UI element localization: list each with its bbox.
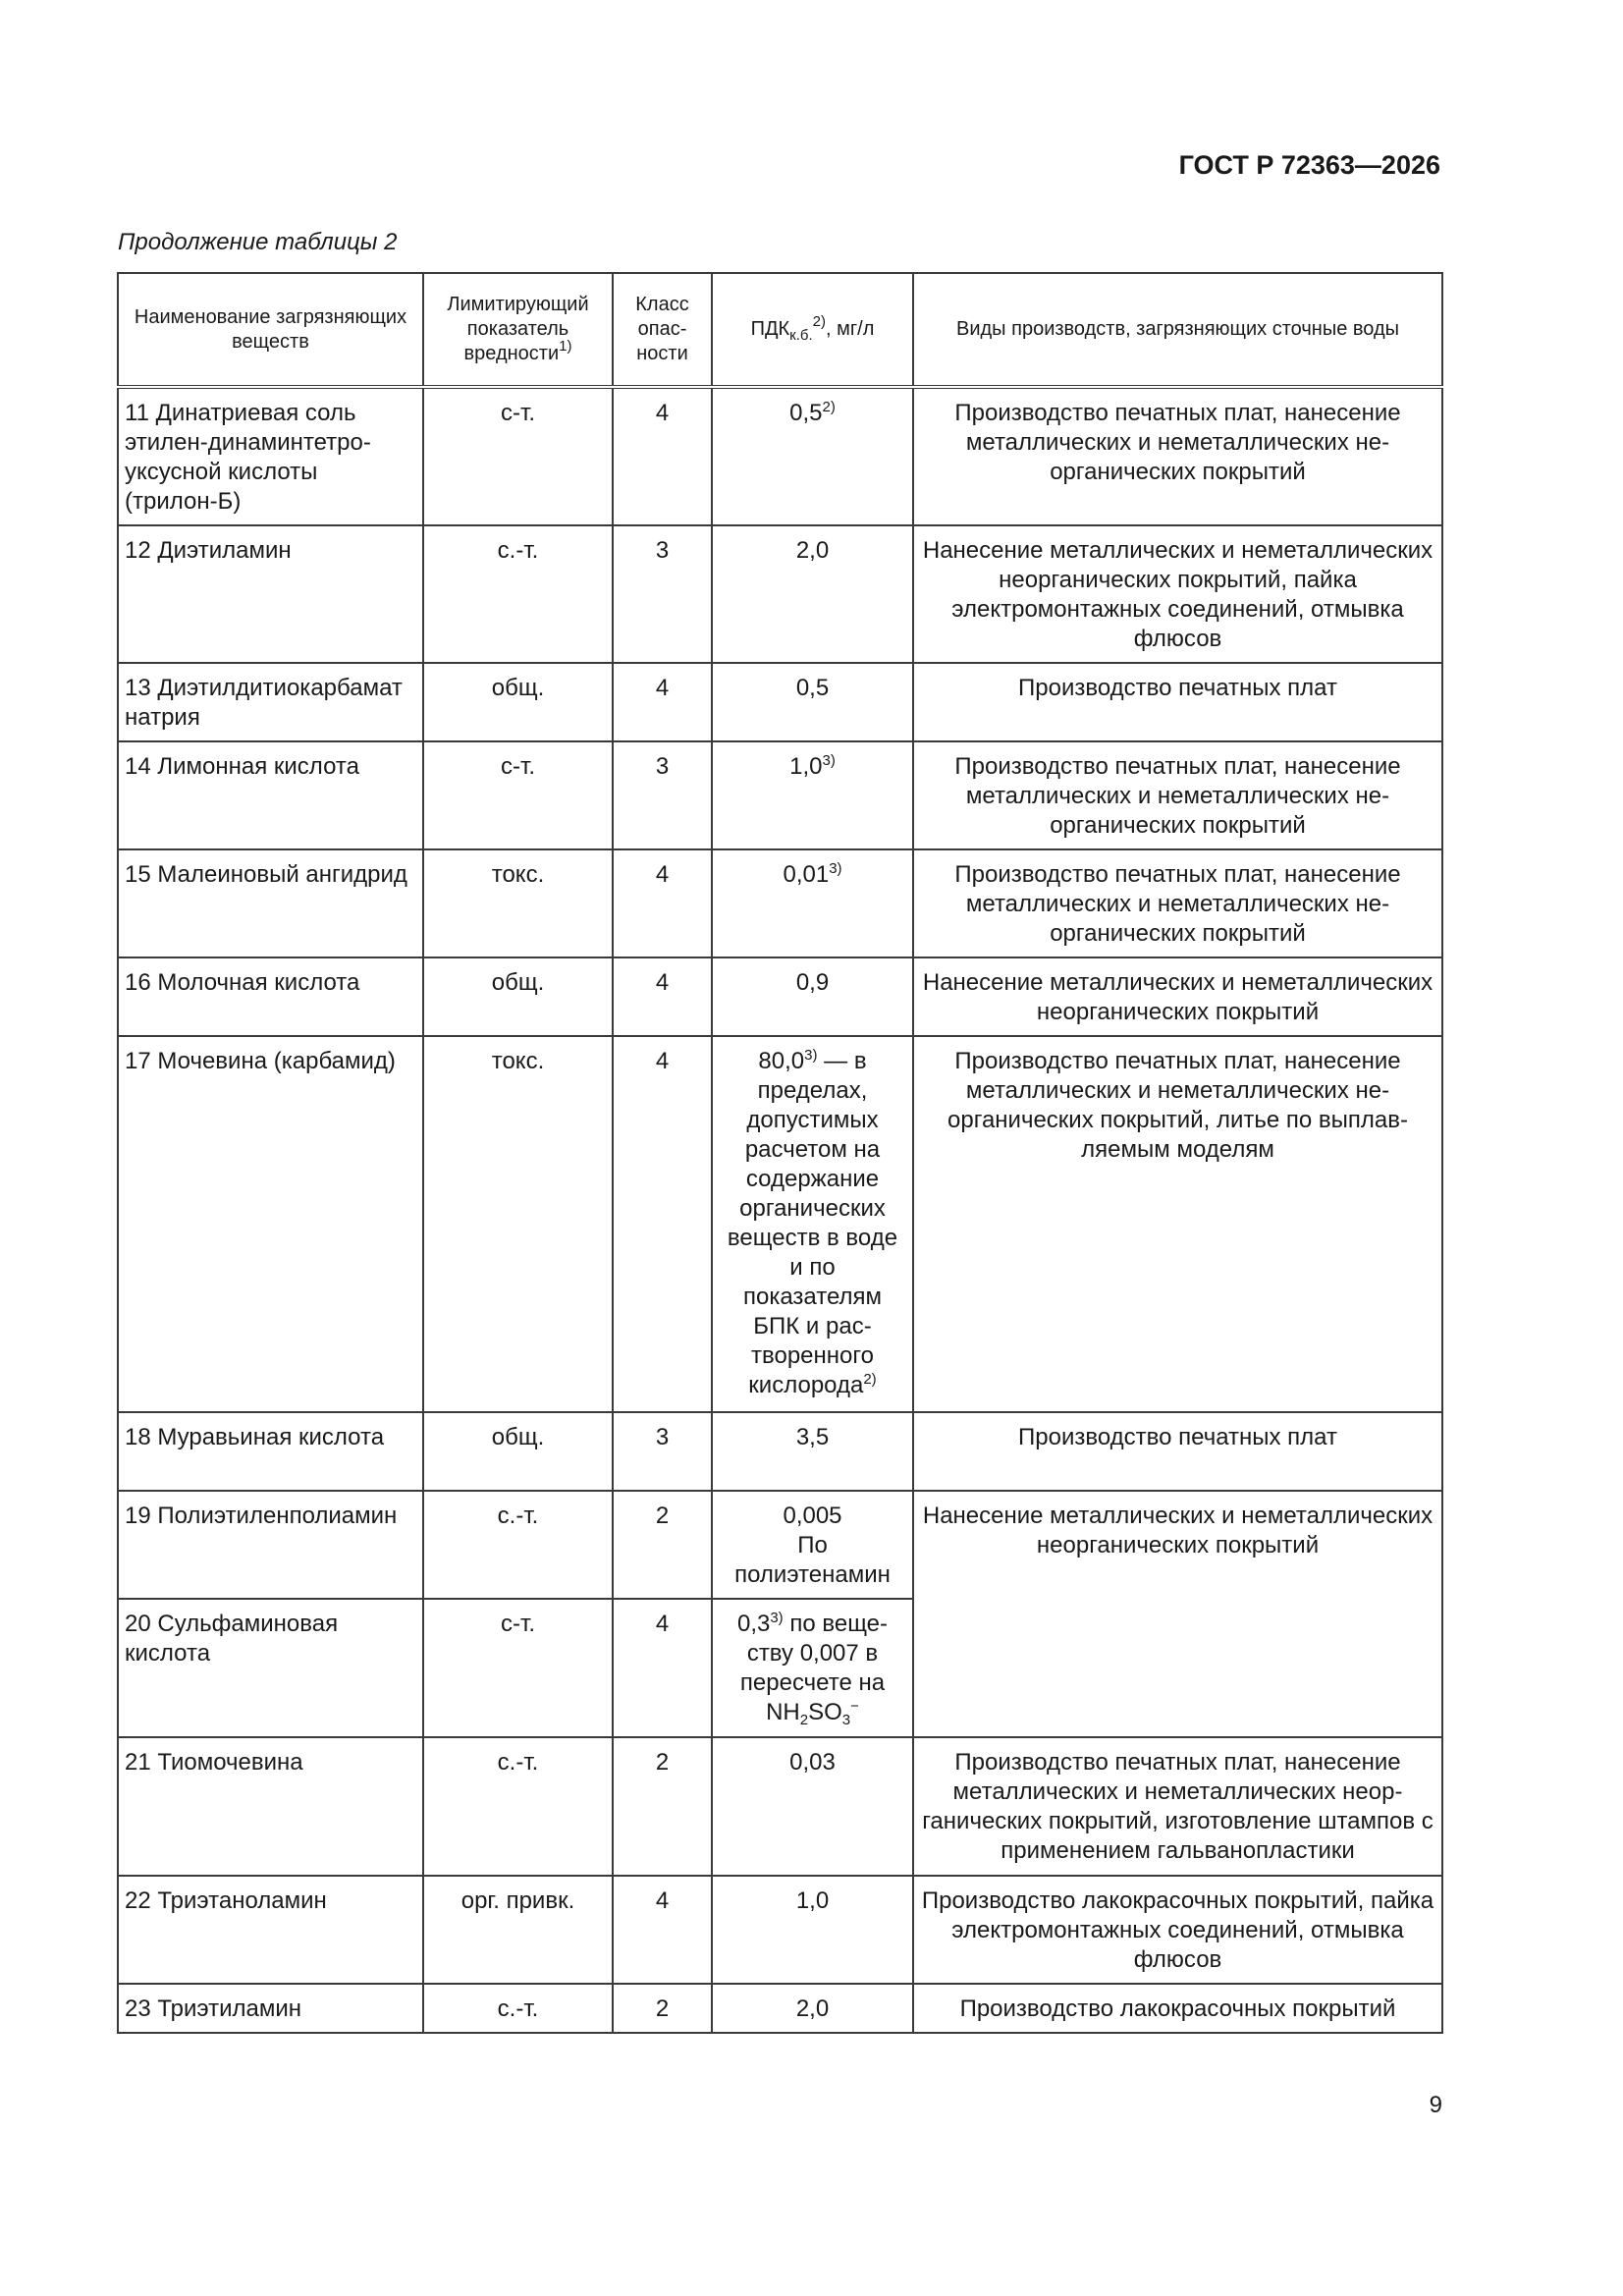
cell-class: 2 [613, 1491, 712, 1599]
table-row [118, 1412, 1442, 1491]
cell-production: Производство печатных плат [913, 1412, 1442, 1491]
cell-pdk: 2,0 [712, 525, 913, 663]
cell-production: Производство печатных плат, нанесение металлических и неметаллических неорганических покрытий [913, 741, 1442, 849]
table-row [118, 663, 1442, 741]
cell-class: 4 [613, 1876, 712, 1984]
cell-class: 4 [613, 849, 712, 957]
table-header-row [118, 273, 1442, 387]
chemical-formula: $NH_2SO_3^-$ [766, 1698, 859, 1728]
cell-pdk: 3,5 [712, 1412, 913, 1491]
cell-pdk: 2,0 [712, 1984, 913, 2033]
cell-production: Производство печатных плат, нанесение металлических и неметаллических неорганических покрытий, изготовление штампов с применением гальванопластики [913, 1737, 1442, 1876]
cell-limit: с.-т. [423, 1491, 613, 1599]
cell-production: Производство лакокрасочных покрытий [913, 1984, 1442, 2033]
cell-production: Производство печатных плат, нанесение металлических и неметаллических неорганических покрытий, литье по выплавляемым моделям [913, 1036, 1442, 1412]
cell-pdk: 0,5 [712, 663, 913, 741]
cell-pdk: 0,01$^{3)}$ [712, 849, 913, 957]
table-caption: Продолжение таблицы 2 [118, 229, 398, 255]
cell-class: 3 [613, 1412, 712, 1491]
cell-class: 4 [613, 387, 712, 525]
cell-production: Производство лакокрасочных покрытий, пайка электромонтажных соединений, отмывка флюсов [913, 1876, 1442, 1984]
table-row [118, 1737, 1442, 1876]
cell-limit: с-т. [423, 741, 613, 849]
cell-pdk: 0,03 [712, 1737, 913, 1876]
cell-production: Производство печатных плат, нанесение металлических и неметаллических неорганических покрытий [913, 387, 1442, 525]
cell-pdk: 0,9 [712, 957, 913, 1036]
cell-name: 21 Тиомочевина [118, 1737, 423, 1876]
cell-pdk: 0,3$^{3)}$ по веществу 0,007 в пересчете на $NH_2SO_3^-$ [712, 1599, 913, 1737]
table-row [118, 1984, 1442, 2033]
header-name: Наименование загрязняющих веществ [118, 273, 423, 387]
cell-class: 4 [613, 663, 712, 741]
cell-limit: с.-т. [423, 1984, 613, 2033]
cell-limit: с.-т. [423, 525, 613, 663]
cell-class: 4 [613, 957, 712, 1036]
cell-class: 4 [613, 1036, 712, 1412]
cell-class: 3 [613, 741, 712, 849]
cell-name: 16 Молочная кислота [118, 957, 423, 1036]
cell-limit: с.-т. [423, 1737, 613, 1876]
cell-class: 2 [613, 1737, 712, 1876]
cell-class: 3 [613, 525, 712, 663]
page-number: 9 [1429, 2092, 1442, 2118]
cell-name: 20 Сульфаминовая кислота [118, 1599, 423, 1737]
cell-name: 13 Диэтилдитиокарбамат натрия [118, 663, 423, 741]
cell-limit: токс. [423, 849, 613, 957]
pollutants-table [117, 272, 1443, 2034]
cell-pdk: 80,0$^{3)}$ — в пределах, допустимых расчетом на содержание органических веществ в воде и по показателям БПК и растворенного кислорода$^{2)}$ [712, 1036, 913, 1412]
header-limit: Лимитирующий показатель вредности$^{1)}$ [423, 273, 613, 387]
cell-class: 4 [613, 1599, 712, 1737]
table-row [118, 849, 1442, 957]
cell-limit: общ. [423, 957, 613, 1036]
cell-production: Нанесение металлических и неметаллических неорганических покрытий [913, 1491, 1442, 1737]
standard-designation: ГОСТ Р 72363—2026 [1178, 150, 1440, 180]
cell-name: 22 Триэтаноламин [118, 1876, 423, 1984]
cell-name: 18 Муравьиная кислота [118, 1412, 423, 1491]
cell-production: Нанесение металлических и неметаллических неорганических покрытий, пайка электромонтажных соединений, отмывка флюсов [913, 525, 1442, 663]
cell-name: 14 Лимонная кислота [118, 741, 423, 849]
cell-production: Производство печатных плат [913, 663, 1442, 741]
cell-pdk: 0,005 По полиэтенамин [712, 1491, 913, 1599]
cell-limit: общ. [423, 1412, 613, 1491]
table-row [118, 1876, 1442, 1984]
cell-pdk: 1,0 [712, 1876, 913, 1984]
cell-pdk: 1,0$^{3)}$ [712, 741, 913, 849]
cell-production: Нанесение металлических и неметаллических неорганических покрытий [913, 957, 1442, 1036]
table-row [118, 1491, 1442, 1599]
table-row [118, 525, 1442, 663]
header-hazard-class: Класс опасности [613, 273, 712, 387]
cell-name: 12 Диэтиламин [118, 525, 423, 663]
header-pdk: $ПДК_{к.б.}^{2)}$, мг/л [712, 273, 913, 387]
cell-limit: орг. привк. [423, 1876, 613, 1984]
cell-pdk: 0,5$^{2)}$ [712, 387, 913, 525]
table-row [118, 741, 1442, 849]
cell-name: 17 Мочевина (карбамид) [118, 1036, 423, 1412]
table-row [118, 957, 1442, 1036]
cell-production: Производство печатных плат, нанесение металлических и неметаллических неорганических покрытий [913, 849, 1442, 957]
cell-name: 11 Динатриевая соль этилен-динаминтетроуксусной кислоты (трилон-Б) [118, 387, 423, 525]
cell-limit: с-т. [423, 387, 613, 525]
header-production: Виды производств, загрязняющих сточные воды [913, 273, 1442, 387]
cell-limit: токс. [423, 1036, 613, 1412]
cell-name: 15 Малеиновый ангидрид [118, 849, 423, 957]
table-row [118, 387, 1442, 525]
cell-name: 23 Триэтиламин [118, 1984, 423, 2033]
cell-class: 2 [613, 1984, 712, 2033]
cell-limit: общ. [423, 663, 613, 741]
cell-limit: с-т. [423, 1599, 613, 1737]
table-row [118, 1036, 1442, 1412]
cell-name: 19 Полиэтиленполиамин [118, 1491, 423, 1599]
